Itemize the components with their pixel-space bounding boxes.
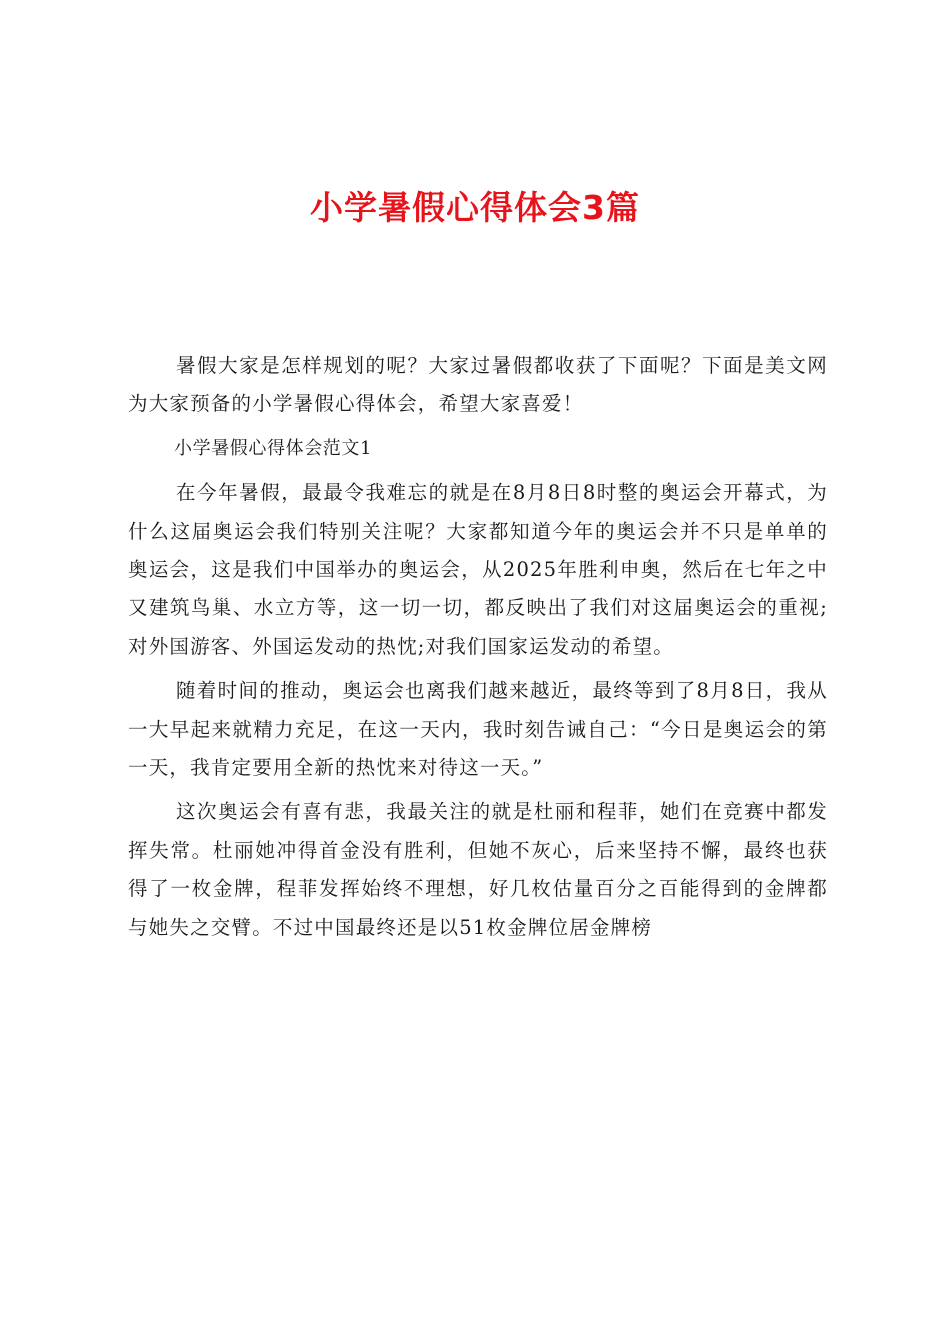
intro-paragraph: 暑假大家是怎样规划的呢？大家过暑假都收获了下面呢？下面是美文网为大家预备的小学暑假心得体会，希望大家喜爱！ bbox=[128, 354, 828, 416]
body-paragraph-3: 这次奥运会有喜有悲，我最关注的就是杜丽和程菲，她们在竞赛中都发挥失常。杜丽她冲得首金没有胜利，但她不灰心，后来坚持不懈，最终也获得了一枚金牌，程菲发挥始终不理想，好几枚估量百分之百能得到的金牌都与她失之交臂。不过中国最终还是以51枚金牌位居金牌榜 bbox=[128, 800, 828, 939]
body-paragraph-2: 随着时间的推动，奥运会也离我们越来越近，最终等到了8月8日，我从一大早起来就精力充足，在这一天内，我时刻告诫自己：“今日是奥运会的第一天，我肯定要用全新的热忱来对待这一天。” bbox=[128, 679, 828, 780]
section-heading: 小学暑假心得体会范文1 bbox=[174, 437, 373, 459]
body-paragraph-1: 在今年暑假，最最令我难忘的就是在8月8日8时整的奥运会开幕式，为什么这届奥运会我们特别关注呢？大家都知道今年的奥运会并不只是单单的奥运会，这是我们中国举办的奥运会，从2025年胜利申奥，然后在七年之中又建筑鸟巢、水立方等，这一切一切，都反映出了我们对这届奥运会的重视;对外国游客、外国运发动的热忱;对我们国家运发动的希望。 bbox=[128, 481, 828, 658]
document-title: 小学暑假心得体会3篇 bbox=[310, 188, 640, 227]
document-body bbox=[128, 347, 828, 953]
